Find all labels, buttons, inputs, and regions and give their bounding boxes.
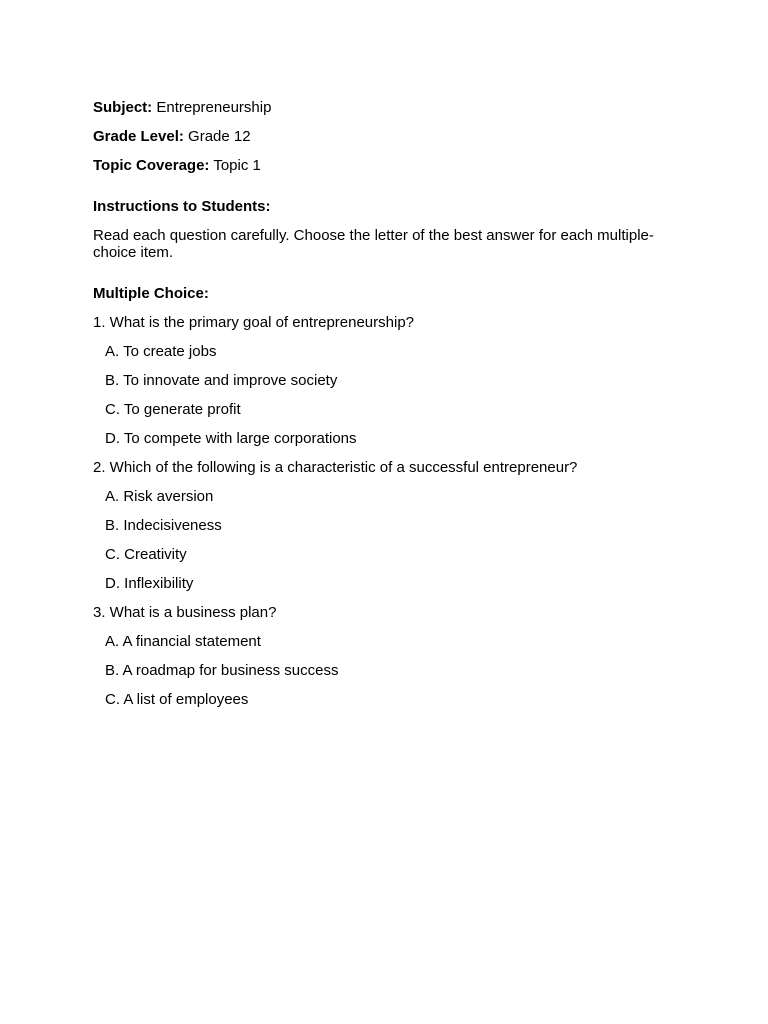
answer-option: B. A roadmap for business success <box>105 662 339 679</box>
subject-label: Subject: <box>93 99 153 116</box>
document-page <box>93 99 693 720</box>
topic-coverage-value: Topic 1 <box>213 157 261 174</box>
grade-level-value: Grade 12 <box>188 128 251 145</box>
answer-option: A. Risk aversion <box>105 488 214 505</box>
answer-option: D. Inflexibility <box>105 575 194 592</box>
answer-option: A. A financial statement <box>105 633 261 650</box>
answer-option: B. Indecisiveness <box>105 517 222 534</box>
question-3 <box>93 604 693 708</box>
answer-option: C. A list of employees <box>105 691 249 708</box>
topic-coverage-line <box>93 157 693 174</box>
grade-level-label: Grade Level: <box>93 128 184 145</box>
question-1 <box>93 314 693 447</box>
instructions-heading: Instructions to Students: <box>93 198 271 215</box>
grade-level-line <box>93 128 693 145</box>
instructions-text: Read each question carefully. Choose the letter of the best answer for each multiple-choice item. <box>93 227 654 261</box>
answer-option: B. To innovate and improve society <box>105 372 338 389</box>
question-text: 1. What is the primary goal of entrepreneurship? <box>93 314 414 331</box>
answer-option: A. To create jobs <box>105 343 217 360</box>
multiple-choice-heading: Multiple Choice: <box>93 285 209 302</box>
question-text: 3. What is a business plan? <box>93 604 277 621</box>
subject-line <box>93 99 693 116</box>
answer-option: C. Creativity <box>105 546 187 563</box>
question-text: 2. Which of the following is a characteristic of a successful entrepreneur? <box>93 459 578 476</box>
topic-coverage-label: Topic Coverage: <box>93 157 210 174</box>
question-2 <box>93 459 693 592</box>
answer-option: C. To generate profit <box>105 401 241 418</box>
answer-option: D. To compete with large corporations <box>105 430 357 447</box>
subject-value: Entrepreneurship <box>156 99 272 116</box>
